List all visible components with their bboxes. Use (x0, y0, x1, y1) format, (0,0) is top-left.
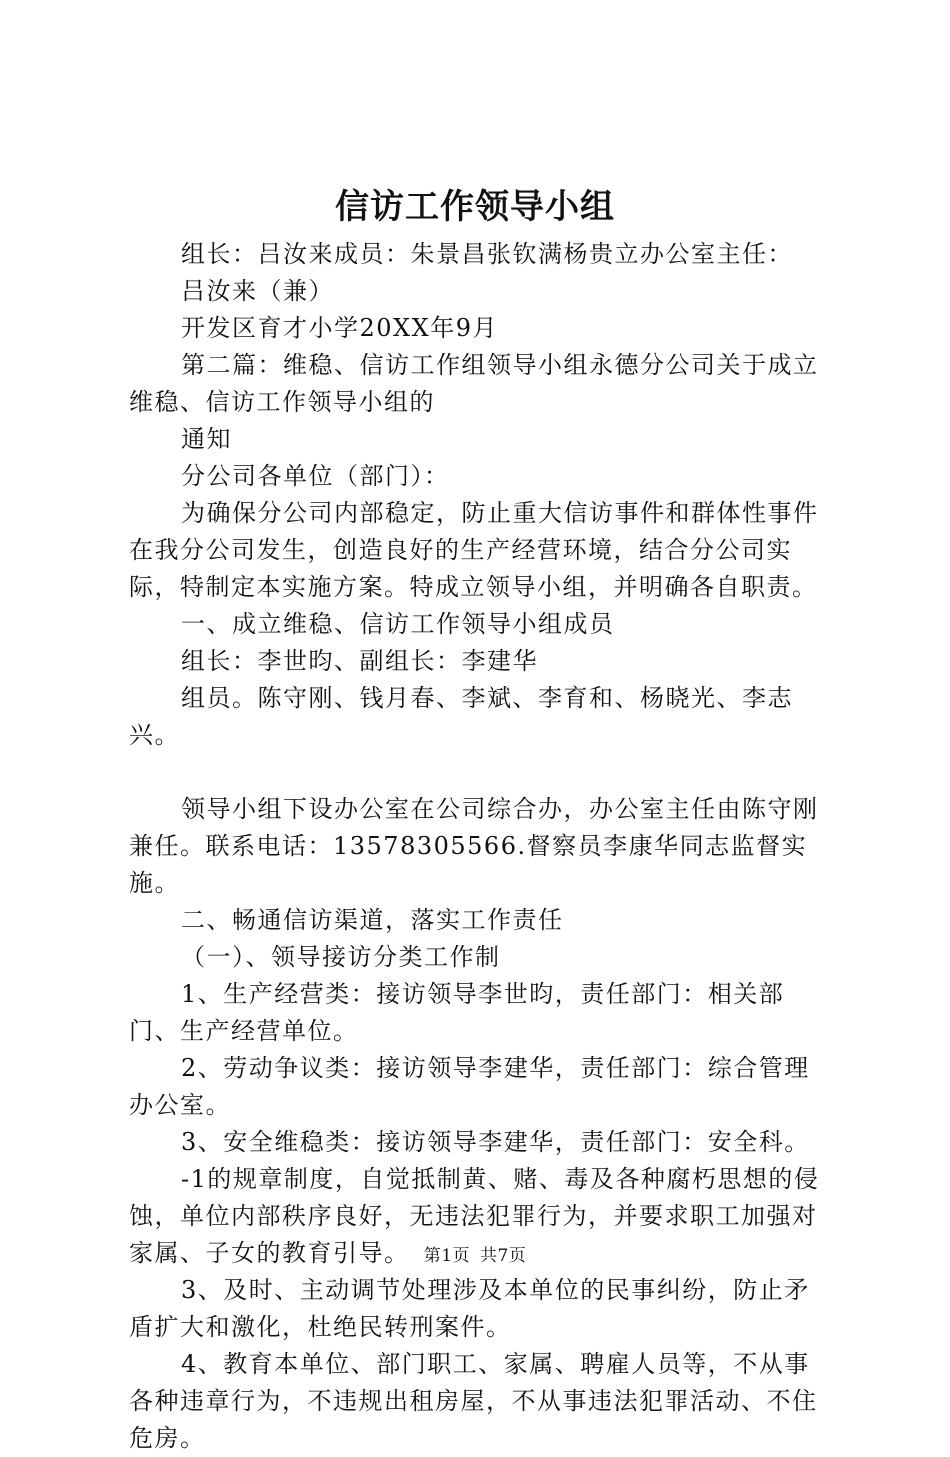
paragraph: 组员。陈守刚、钱月春、李斌、李育和、杨晓光、李志兴。 (129, 684, 793, 749)
page-number: 第1页 (423, 1246, 471, 1266)
paragraph: 组长：李世昀、副组长：李建华 (181, 647, 538, 675)
paragraph: 通知 (181, 425, 232, 453)
paragraph: 组长：吕汝来成员：朱景昌张钦满杨贵立办公室主任： (181, 240, 793, 268)
page-footer (0, 1244, 950, 1268)
paragraph: （一）、领导接访分类工作制 (181, 943, 501, 971)
paragraph: 为确保分公司内部稳定，防止重大信访事件和群体性事件在我分公司发生，创造良好的生产经营环境，结合分公司实际，特制定本实施方案。特成立领导小组，并明确各自职责。 (129, 499, 819, 601)
paragraph: 4、教育本单位、部门职工、家属、聘雇人员等，不从事各种违章行为，不违规出租房屋，不从事违法犯罪活动、不住危房。 (129, 1350, 818, 1452)
paragraph: 第二篇：维稳、信访工作组领导小组永德分公司关于成立维稳、信访工作领导小组的 (129, 351, 819, 416)
document-body (129, 236, 835, 1457)
paragraph: 2、劳动争议类：接访领导李建华，责任部门：综合管理办公室。 (129, 1054, 810, 1119)
paragraph: 一、成立维稳、信访工作领导小组成员 (181, 610, 615, 638)
paragraph: 3、安全维稳类：接访领导李建华，责任部门：安全科。 (181, 1128, 810, 1156)
paragraph: 3、及时、主动调节处理涉及本单位的民事纠纷，防止矛盾扩大和激化，杜绝民转刑案件。 (129, 1276, 810, 1341)
paragraph: 开发区育才小学20XX年9月 (181, 314, 498, 342)
page-total: 共7页 (479, 1246, 527, 1266)
paragraph: 吕汝来（兼） (181, 277, 334, 305)
document-title: 信访工作领导小组 (335, 187, 615, 227)
paragraph: 1、生产经营类：接访领导李世昀，责任部门：相关部门、生产经营单位。 (129, 980, 785, 1045)
paragraph: 二、畅通信访渠道，落实工作责任 (181, 906, 564, 934)
paragraph: -1的规章制度，自觉抵制黄、赌、毒及各种腐朽思想的侵蚀，单位内部秩序良好，无违法犯罪行为，并要求职工加强对家属、子女的教育引导。 (129, 1165, 820, 1267)
blank-line (129, 754, 835, 791)
paragraph: 领导小组下设办公室在公司综合办，办公室主任由陈守刚兼任。联系电话：13578305566.督察员李康华同志监督实施。 (129, 795, 819, 897)
paragraph: 分公司各单位（部门）： (181, 462, 450, 490)
